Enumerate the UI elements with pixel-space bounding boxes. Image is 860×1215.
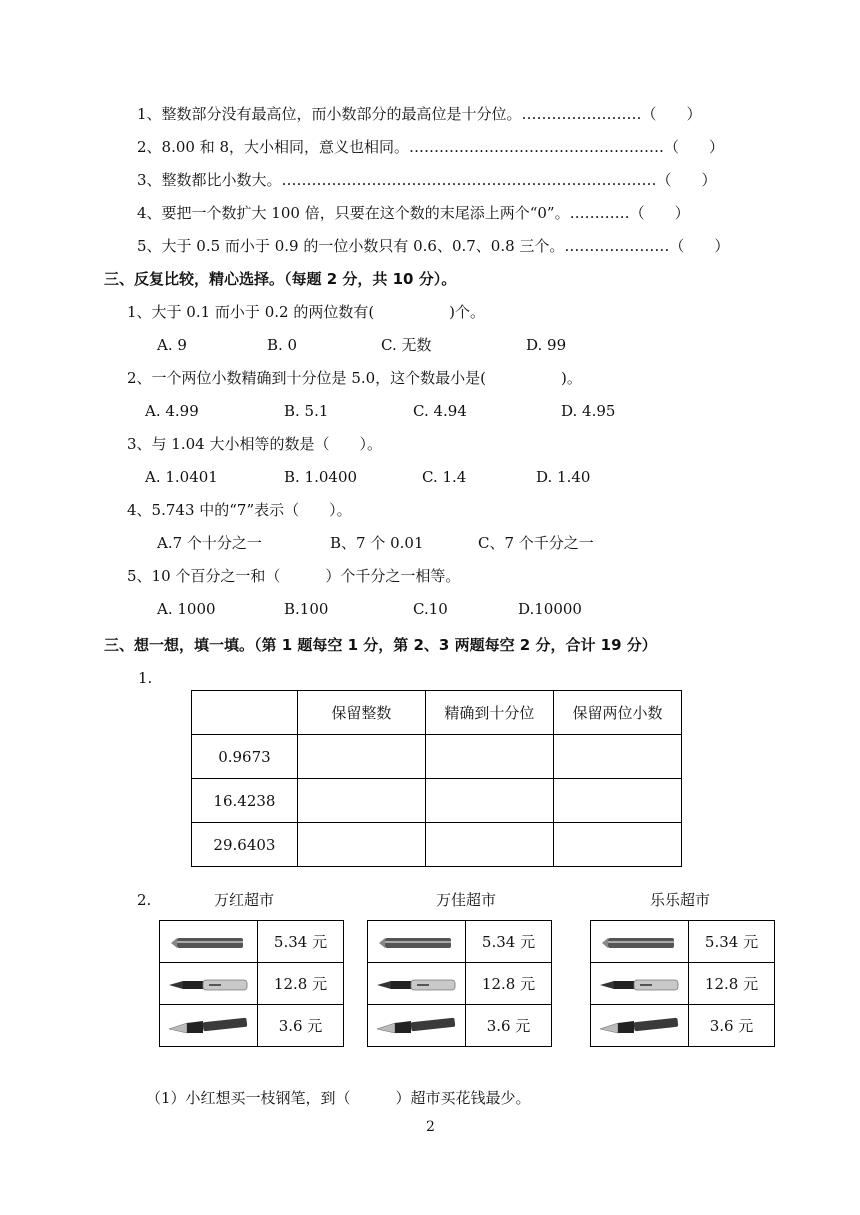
table-header-cell: 保留整数 (297, 691, 425, 735)
choice-option: D. 4.95 (561, 402, 616, 420)
answer-cell[interactable] (553, 735, 681, 779)
price-table-store-1 (159, 920, 344, 1047)
table-row (591, 921, 775, 963)
pencil-icon (368, 921, 466, 963)
price-value: 3.6 元 (466, 1005, 552, 1047)
choice-option: D. 99 (526, 336, 567, 354)
table-row (160, 921, 344, 963)
choice-option: B.100 (284, 600, 329, 618)
table-row (192, 823, 682, 867)
question-label-2: 2. (137, 891, 152, 909)
price-table-store-3 (590, 920, 775, 1047)
section-heading-choice: 三、反复比较，精心选择。（每题 2 分，共 10 分）。 (104, 270, 457, 288)
choice-question-1: 1、大于 0.1 而小于 0.2 的两位数有( )个。 (127, 303, 486, 321)
fountain-pen-icon (591, 963, 689, 1005)
price-value: 3.6 元 (689, 1005, 775, 1047)
table-row (591, 1005, 775, 1047)
choice-option: A. 1.0401 (145, 468, 218, 486)
judge-item-2: 2、8.00 和 8，大小相同，意义也相同。……………………………………………（ ） (137, 138, 725, 156)
judge-item-3: 3、整数都比小数大。…………………………………………………………………（ ） (137, 171, 717, 189)
sub-question-1: （1）小红想买一枝钢笔，到（ ）超市买花钱最少。 (146, 1089, 531, 1107)
choice-option: D. 1.40 (536, 468, 591, 486)
section-heading-fill: 三、想一想，填一填。（第 1 题每空 1 分，第 2、3 两题每空 2 分，合计 19 分） (104, 636, 657, 654)
answer-cell[interactable] (297, 735, 425, 779)
choice-option: B. 1.0400 (284, 468, 358, 486)
judge-item-1: 1、整数部分没有最高位，而小数部分的最高位是十分位。……………………（ ） (137, 105, 702, 123)
price-value: 12.8 元 (258, 963, 344, 1005)
table-row (368, 921, 552, 963)
pencil-icon (591, 921, 689, 963)
choice-option: A. 9 (157, 336, 187, 354)
choice-option: C. 1.4 (422, 468, 467, 486)
price-value: 3.6 元 (258, 1005, 344, 1047)
table-row (192, 735, 682, 779)
price-value: 5.34 元 (258, 921, 344, 963)
choice-option: A.7 个十分之一 (157, 534, 262, 552)
price-value: 5.34 元 (466, 921, 552, 963)
table-header-cell: 保留两位小数 (553, 691, 681, 735)
choice-option: B. 0 (267, 336, 298, 354)
table-row (368, 963, 552, 1005)
brush-pen-icon (368, 1005, 466, 1047)
pencil-icon (160, 921, 258, 963)
price-table-store-2 (367, 920, 552, 1047)
price-value: 12.8 元 (689, 963, 775, 1005)
table-header-cell (192, 691, 298, 735)
answer-cell[interactable] (425, 823, 553, 867)
brush-pen-icon (160, 1005, 258, 1047)
answer-cell[interactable] (553, 823, 681, 867)
judge-item-5: 5、大于 0.5 而小于 0.9 的一位小数只有 0.6、0.7、0.8 三个。…………………（ ） (137, 237, 730, 255)
table-row-label: 16.4238 (192, 779, 298, 823)
choice-option: C. 无数 (381, 336, 432, 354)
choice-option: A. 4.99 (145, 402, 199, 420)
question-label-1: 1. (138, 669, 153, 687)
table-row (368, 1005, 552, 1047)
answer-cell[interactable] (553, 779, 681, 823)
judge-item-4: 4、要把一个数扩大 100 倍，只要在这个数的末尾添上两个“0”。…………（ ） (137, 204, 690, 222)
answer-cell[interactable] (297, 779, 425, 823)
answer-cell[interactable] (425, 735, 553, 779)
table-row-label: 0.9673 (192, 735, 298, 779)
store-name: 乐乐超市 (650, 891, 711, 909)
choice-option: B、7 个 0.01 (330, 534, 424, 552)
table-row (192, 779, 682, 823)
answer-cell[interactable] (297, 823, 425, 867)
table-row (160, 1005, 344, 1047)
fountain-pen-icon (368, 963, 466, 1005)
choice-option: C. 4.94 (413, 402, 467, 420)
choice-question-5: 5、10 个百分之一和（ ）个千分之一相等。 (127, 567, 461, 585)
table-row (160, 963, 344, 1005)
choice-question-2: 2、一个两位小数精确到十分位是 5.0，这个数最小是( )。 (127, 369, 582, 387)
price-value: 5.34 元 (689, 921, 775, 963)
page-number: 2 (426, 1119, 435, 1135)
fountain-pen-icon (160, 963, 258, 1005)
rounding-table (191, 690, 682, 867)
choice-option: D.10000 (518, 600, 582, 618)
choice-option: B. 5.1 (284, 402, 329, 420)
store-name: 万红超市 (214, 891, 275, 909)
choice-question-4: 4、5.743 中的“7”表示（ ）。 (127, 501, 352, 519)
choice-option: C.10 (413, 600, 448, 618)
price-value: 12.8 元 (466, 963, 552, 1005)
choice-option: C、7 个千分之一 (478, 534, 594, 552)
table-row-label: 29.6403 (192, 823, 298, 867)
table-header-cell: 精确到十分位 (425, 691, 553, 735)
table-header-row (192, 691, 682, 735)
choice-question-3: 3、与 1.04 大小相等的数是（ ）。 (127, 435, 382, 453)
table-row (591, 963, 775, 1005)
answer-cell[interactable] (425, 779, 553, 823)
brush-pen-icon (591, 1005, 689, 1047)
choice-option: A. 1000 (157, 600, 216, 618)
store-name: 万佳超市 (436, 891, 497, 909)
